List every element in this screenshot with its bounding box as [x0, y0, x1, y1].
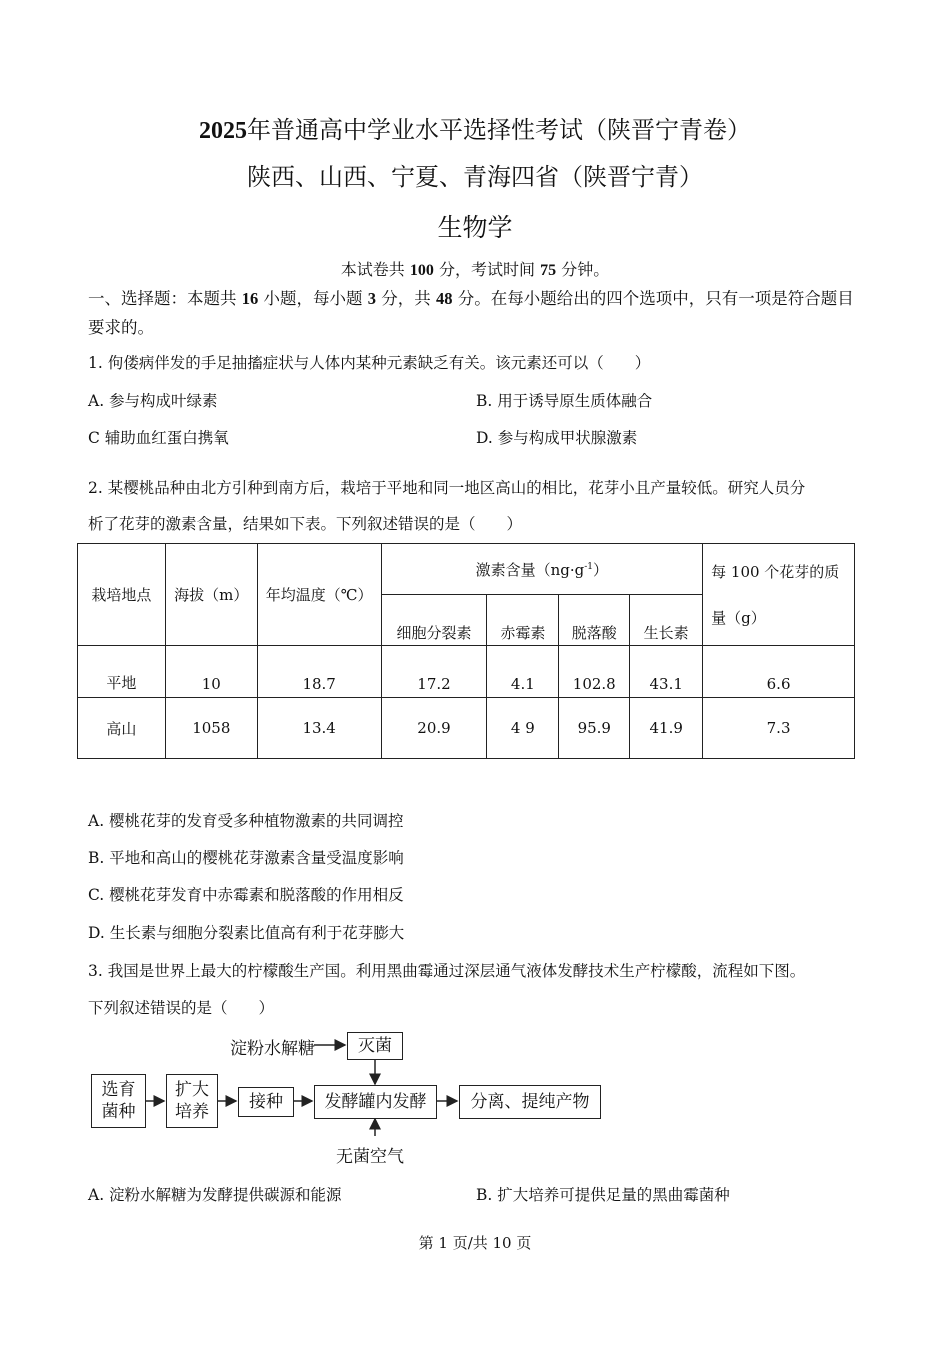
hormone-table: [77, 543, 855, 759]
cell-site: 平地: [78, 646, 166, 698]
question-2-option-c: C. 樱桃花芽发育中赤霉素和脱落酸的作用相反: [88, 886, 404, 904]
box-fermentation: 发酵罐内发酵: [314, 1085, 437, 1119]
cell-site: 高山: [78, 698, 166, 759]
cell-altitude: 10: [165, 646, 257, 698]
header-abscisic-acid: 脱落酸: [559, 595, 630, 646]
question-2-stem-line1: 2. 某樱桃品种由北方引种到南方后，栽培于平地和同一地区高山的相比，花芽小且产量较低。研究人员分: [88, 479, 806, 497]
question-3-option-a: A. 淀粉水解糖为发酵提供碳源和能源: [88, 1186, 342, 1204]
question-2-option-b: B. 平地和高山的樱桃花芽激素含量受温度影响: [88, 849, 404, 867]
exam-subtitle: 陕西、山西、宁夏、青海四省（陕晋宁青）: [247, 163, 703, 191]
cell-cytokinin: 17.2: [381, 646, 487, 698]
cell-abscisic-acid: 95.9: [559, 698, 630, 759]
cell-mass: 7.3: [703, 698, 855, 759]
cell-auxin: 41.9: [630, 698, 703, 759]
cell-auxin: 43.1: [630, 646, 703, 698]
question-2-option-d: D. 生长素与细胞分裂素比值高有利于花芽膨大: [88, 924, 405, 942]
cell-altitude: 1058: [165, 698, 257, 759]
table-row: [78, 698, 855, 759]
cell-temperature: 13.4: [257, 698, 381, 759]
header-hormone: 激素含量$(ng\cdot g^{-1})$: [381, 544, 703, 595]
question-3-stem-line1: 3. 我国是世界上最大的柠檬酸生产国。利用黑曲霉通过深层通气液体发酵技术生产柠檬酸，流程如下图。: [88, 962, 806, 980]
page-footer: 第 1 页/共 10 页: [418, 1234, 532, 1252]
box-sterilize: 灭菌: [347, 1032, 403, 1060]
question-1-option-b: B. 用于诱导原生质体融合: [476, 392, 653, 410]
cell-temperature: 18.7: [257, 646, 381, 698]
title-text: 年普通高中学业水平选择性考试（陕晋宁青卷）: [247, 116, 751, 144]
question-2-option-a: A. 樱桃花芽的发育受多种植物激素的共同调控: [88, 812, 404, 830]
subject-title: 生物学: [437, 213, 513, 242]
citric-acid-flowchart: [88, 1028, 608, 1168]
box-expand-culture: 扩大 培养: [166, 1074, 218, 1128]
question-3-stem-line2: 下列叙述错误的是（ ）: [88, 999, 275, 1017]
title-year: 2025: [199, 118, 247, 144]
label-sterile-air: 无菌空气: [336, 1147, 404, 1167]
table-row: [78, 646, 855, 698]
question-3-option-b: B. 扩大培养可提供足量的黑曲霉菌种: [476, 1186, 730, 1204]
header-gibberellin: 赤霉素: [487, 595, 559, 646]
question-1-option-a: A. 参与构成叶绿素: [88, 392, 218, 410]
header-auxin: 生长素: [630, 595, 703, 646]
exam-title: [0, 113, 950, 148]
header-temperature: 年均温度（℃）: [257, 544, 381, 646]
cell-abscisic-acid: 102.8: [559, 646, 630, 698]
header-site: 栽培地点: [78, 544, 166, 646]
label-starch-sugar: 淀粉水解糖: [230, 1039, 315, 1059]
cell-cytokinin: 20.9: [381, 698, 487, 759]
section-instructions: 一、选择题：本题共 16 小题，每小题 3 分，共 48 分。在每小题给出的四个选项中，只有一项是符合题目要求的。: [88, 289, 854, 337]
box-select-strain: 选育 菌种: [91, 1074, 146, 1128]
box-inoculate: 接种: [238, 1087, 294, 1117]
cell-mass: 6.6: [703, 646, 855, 698]
question-1-option-d: D. 参与构成甲状腺激素: [476, 429, 638, 447]
header-cytokinin: 细胞分裂素: [381, 595, 487, 646]
cell-gibberellin: 4 9: [487, 698, 559, 759]
question-1-option-c: C 辅助血红蛋白携氧: [88, 429, 229, 447]
box-separation: 分离、提纯产物: [459, 1085, 601, 1119]
question-2-stem-line2: 析了花芽的激素含量，结果如下表。下列叙述错误的是（ ）: [88, 515, 523, 533]
header-mass: 每 100 个花芽的质 量（g）: [703, 544, 855, 646]
cell-gibberellin: 4.1: [487, 646, 559, 698]
header-altitude: 海拔（m）: [165, 544, 257, 646]
exam-info: 本试卷共 100 分，考试时间 75 分钟。: [340, 260, 610, 279]
question-1-stem: 1. 佝偻病伴发的手足抽搐症状与人体内某种元素缺乏有关。该元素还可以（ ）: [88, 354, 651, 372]
